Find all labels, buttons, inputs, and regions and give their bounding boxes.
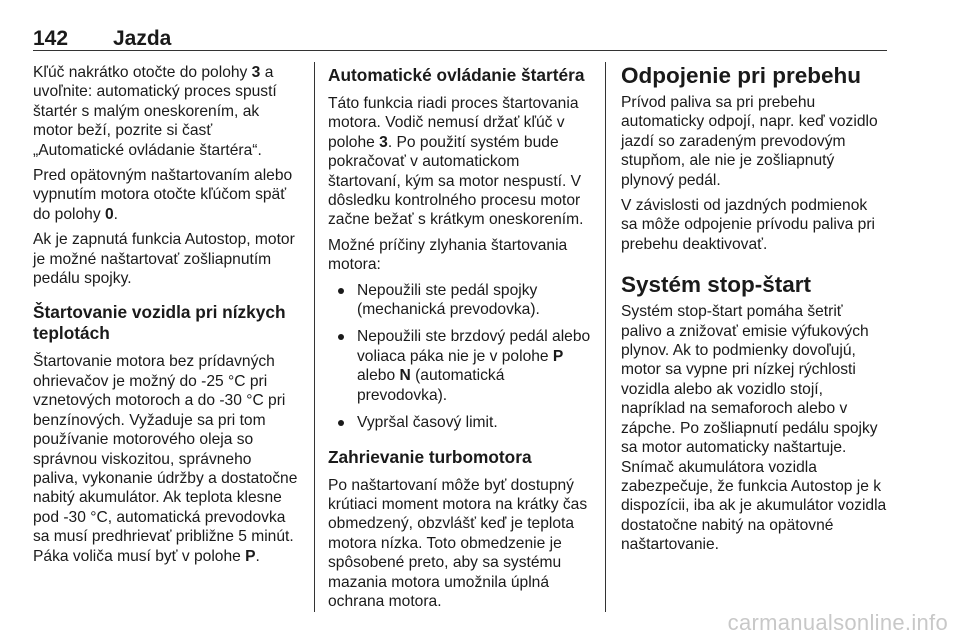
text: Kľúč nakrátko otočte do polohy [33, 64, 252, 81]
paragraph [33, 352, 299, 565]
section-heading: Odpojenie pri prebehu [621, 63, 862, 88]
text: Pred opätovným naštartovaním alebo vypnutím motora otočte kľúčom späť do polohy [33, 167, 293, 223]
paragraph: Ak je zapnutá funkcia Autostop, motor je možné naštartovať zošliapnutím pedálu spojky. [33, 231, 295, 288]
text: . [255, 547, 260, 565]
bullet-icon [338, 420, 344, 426]
section-heading: Štartovanie vozidla pri nízkych teplotách [33, 302, 286, 344]
column-divider-1 [314, 62, 315, 612]
text: a uvoľnite: automatický proces spustí štartér s malým oneskorením, ak motor beží, pozrite si časť „Automatické ovládanie štartéra“. [33, 64, 277, 159]
paragraph [328, 94, 594, 230]
paragraph: Možné príčiny zlyhania štartovania motora: [328, 236, 568, 274]
section-heading: Zahrievanie turbomotora [328, 446, 532, 467]
column-2 [328, 63, 594, 617]
text: (automatická prevodovka). [357, 367, 505, 404]
bold-text: 3 [379, 133, 388, 151]
paragraph [33, 166, 299, 224]
paragraph: V závislosti od jazdných podmienok sa môže odpojenie prívodu paliva pri prebehu deaktivovať. [621, 197, 875, 253]
text: Vypršal časový limit. [357, 414, 498, 432]
bold-text: 3 [251, 64, 261, 81]
column-1 [33, 63, 299, 572]
column-3 [621, 63, 887, 561]
list-item [328, 413, 594, 432]
page-number: 142 [33, 27, 69, 50]
bold-text: N [399, 367, 411, 385]
text: alebo [357, 367, 400, 385]
page-header [33, 27, 887, 52]
column-divider-2 [605, 62, 606, 612]
bold-text: P [245, 547, 256, 565]
text: Nepoužili ste brzdový pedál alebo voliaca páka nie je v polohe [357, 328, 591, 365]
list-item [328, 327, 594, 405]
watermark: carmanualsonline.info [727, 610, 948, 635]
bold-text: 0 [104, 205, 114, 223]
paragraph: Systém stop-štart pomáha šetriť palivo a znižovať emisie výfukových plynov. Ak to podmienky dovoľujú, motor sa vypne pri nízkej rýchlosti vozidla alebo ak vozidlo stojí, napríklad na semaforoch alebo v zápche. Po zošliapnutí pedálu spojky sa motor automaticky naštartuje. Snímač akumulátora vozidla zabezpečuje, že funkcia Autostop je k dispozícii, iba ak je akumulátor vozidla dostatočne nabitý na opätovné naštartovanie. [621, 303, 887, 554]
text: . Po použití systém bude pokračovať v automatickom štartovaní, kým sa motor nespustí. V dôsledku kontrolného procesu motor začne bežať s krátkym oneskorením. [328, 133, 584, 229]
section-heading: Automatické ovládanie štartéra [328, 65, 585, 85]
bullet-icon [338, 288, 344, 294]
bold-text: P [552, 347, 564, 365]
bullet-icon [338, 334, 344, 340]
text: Nepoužili ste pedál spojky (mechanická prevodovka). [357, 281, 540, 319]
text: . [113, 205, 118, 223]
text: Táto funkcia riadi proces štartovania motora. Vodič nemusí držať kľúč v polohe [328, 95, 579, 151]
bullet-list [328, 281, 594, 433]
section-title: Jazda [113, 27, 172, 50]
header-divider [33, 50, 887, 51]
list-item [328, 281, 594, 320]
paragraph [33, 63, 299, 160]
paragraph: Po naštartovaní môže byť dostupný krútiaci moment motora na krátky čas obmedzený, obzvlášť keď je teplota motora nízka. Toto obmedzenie je spôsobené preto, aby sa systému mazania motora umožnila úplná ochrana motora. [328, 476, 588, 610]
section-heading: Systém stop-štart [621, 272, 812, 298]
paragraph: Prívod paliva sa pri prebehu automaticky odpojí, napr. keď vozidlo jazdí so zaradeným prevodovým stupňom, ale nie je zošliapnutý plynový pedál. [621, 94, 878, 189]
text: Štartovanie motora bez prídavných ohrievačov je možný do -25 °C pri vznetových motoroch a do -30 °C pri benzínových. Vyžaduje sa pri tom používanie motorového oleja so správnou viskozitou, správneho paliva, vykonanie údržby a dostatočne nabitý akumulátor. Ak teplota klesne pod -30 °C, automatická prevodovka sa musí predhrievať približne 5 minút. Páka voliča musí byť v polohe [33, 353, 298, 565]
